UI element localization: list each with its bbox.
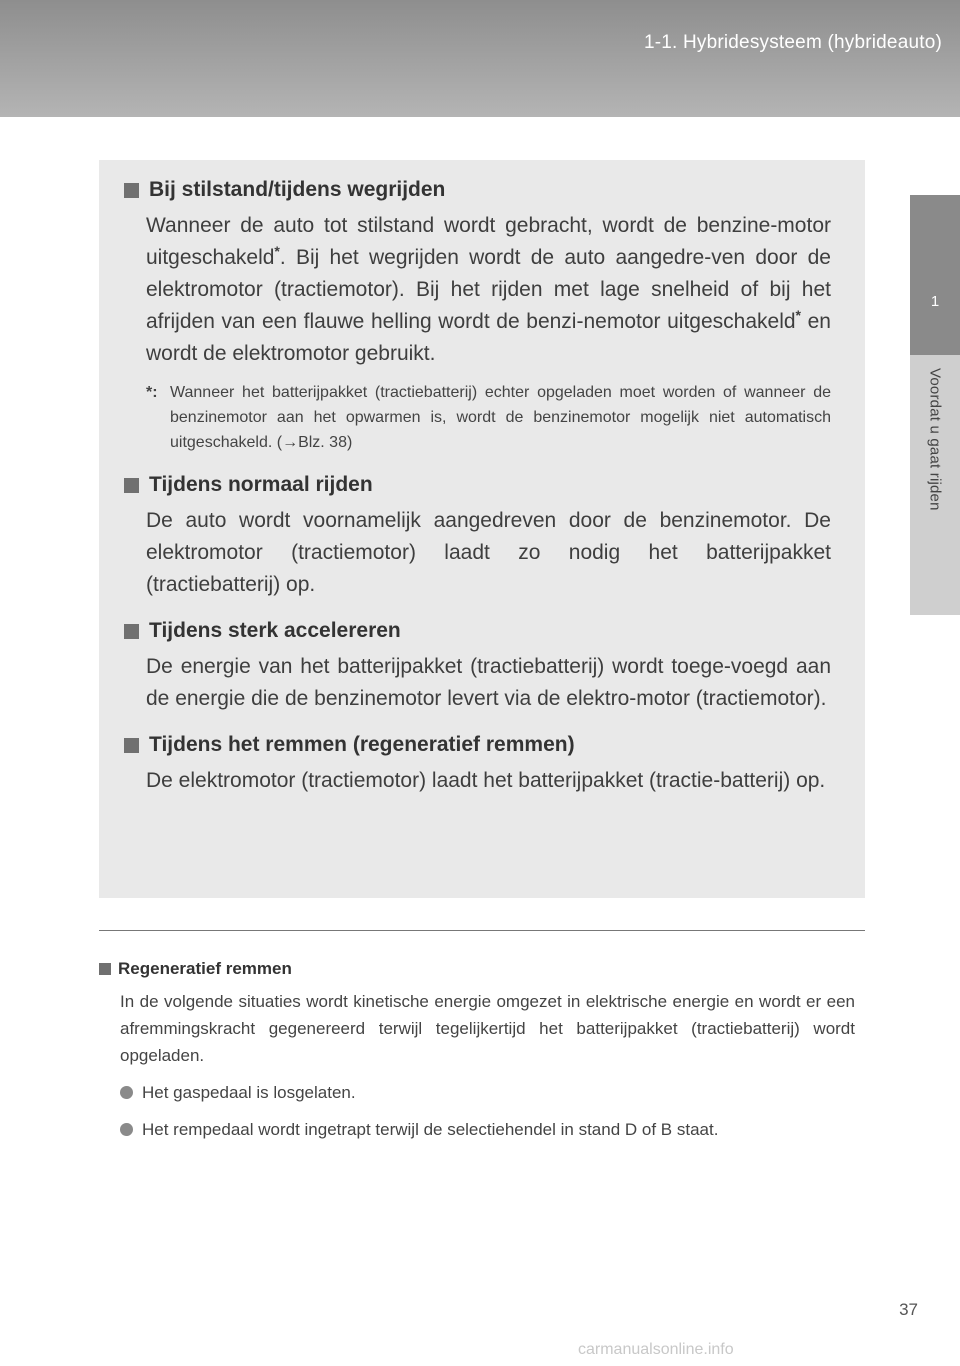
list-item-text: Het rempedaal wordt ingetrapt terwijl de selectiehendel in stand D of B staat.: [142, 1120, 719, 1139]
section-title-text: Bij stilstand/tijdens wegrijden: [149, 178, 446, 201]
section-title: [99, 956, 855, 982]
list-item: [120, 1079, 855, 1106]
square-bullet-icon: [124, 478, 139, 493]
chapter-tab: [910, 195, 960, 355]
footnote-text: Wanneer het batterijpakket (tractiebatterij) echter opgeladen moet worden of wanneer de benzinemotor aan het opwarmen is, wordt de benzinemotor mogelijk niet automatisch uitgeschakeld. (→Blz. 38): [170, 384, 831, 451]
chapter-tab-number: 1: [930, 293, 940, 310]
section-body: De auto wordt voornamelijk aangedreven door de benzinemotor. De elektromotor (tractiemotor) laadt zo nodig het batterijpakket (tractiebatterij) op.: [146, 509, 831, 596]
section-title-text: Tijdens het remmen (regeneratief remmen): [149, 733, 575, 756]
section-title-text: Tijdens sterk accelereren: [149, 619, 401, 642]
divider: [99, 930, 865, 931]
footnote: [146, 380, 831, 455]
section-title-text: Tijdens normaal rijden: [149, 473, 373, 496]
section-title: [124, 729, 831, 761]
square-bullet-icon: [99, 963, 111, 975]
section-body: In de volgende situaties wordt kinetische energie omgezet in elektrische energie en wordt er een afremmingskracht gegenereerd terwijl tegelijkertijd het batterijpakket (tractiebatterij) wordt opgeladen.: [120, 992, 855, 1065]
square-bullet-icon: [124, 183, 139, 198]
section-title-text: Regeneratief remmen: [118, 959, 292, 978]
square-bullet-icon: [124, 738, 139, 753]
circle-bullet-icon: [120, 1123, 133, 1136]
section-title: [124, 174, 831, 206]
circle-bullet-icon: [120, 1086, 133, 1099]
info-box: [99, 160, 865, 898]
header-title: 1-1. Hybridesysteem (hybrideauto): [643, 32, 942, 53]
footnote-mark: *:: [146, 384, 158, 401]
section-body: De elektromotor (tractiemotor) laadt het batterijpakket (tractie-batterij) op.: [146, 769, 826, 792]
list-item: [120, 1116, 855, 1143]
section-body: De energie van het batterijpakket (tractiebatterij) wordt toege-voegd aan de energie die de benzinemotor levert via de elektro-motor (tractiemotor).: [146, 655, 831, 710]
watermark: carmanualsonline.info: [578, 1341, 734, 1358]
page-header: [0, 0, 960, 117]
footnote-mark: *: [274, 243, 280, 259]
section-title: [124, 469, 831, 501]
body-text: Wanneer de auto tot stilstand wordt gebracht, wordt de benzine-motor uitgeschakeld: [146, 214, 831, 269]
list-item-text: Het gaspedaal is losgelaten.: [142, 1083, 356, 1102]
chapter-tab-text: Voordat u gaat rijden: [926, 368, 944, 511]
section-body: [124, 210, 831, 370]
square-bullet-icon: [124, 624, 139, 639]
page-number: 37: [899, 1300, 918, 1319]
section-title: [124, 615, 831, 647]
body-text: . Bij het wegrijden wordt de auto aangedre-ven door de elektromotor (tractiemotor). Bij het rijden met lage snelheid of bij het afrijden van een flauwe helling wordt de benzi-nemotor uitgeschakeld: [146, 246, 831, 333]
regenerative-braking-section: [99, 956, 855, 1143]
body-text: en wordt de elektromotor gebruikt.: [146, 310, 831, 365]
footnote-mark: *: [795, 307, 801, 323]
